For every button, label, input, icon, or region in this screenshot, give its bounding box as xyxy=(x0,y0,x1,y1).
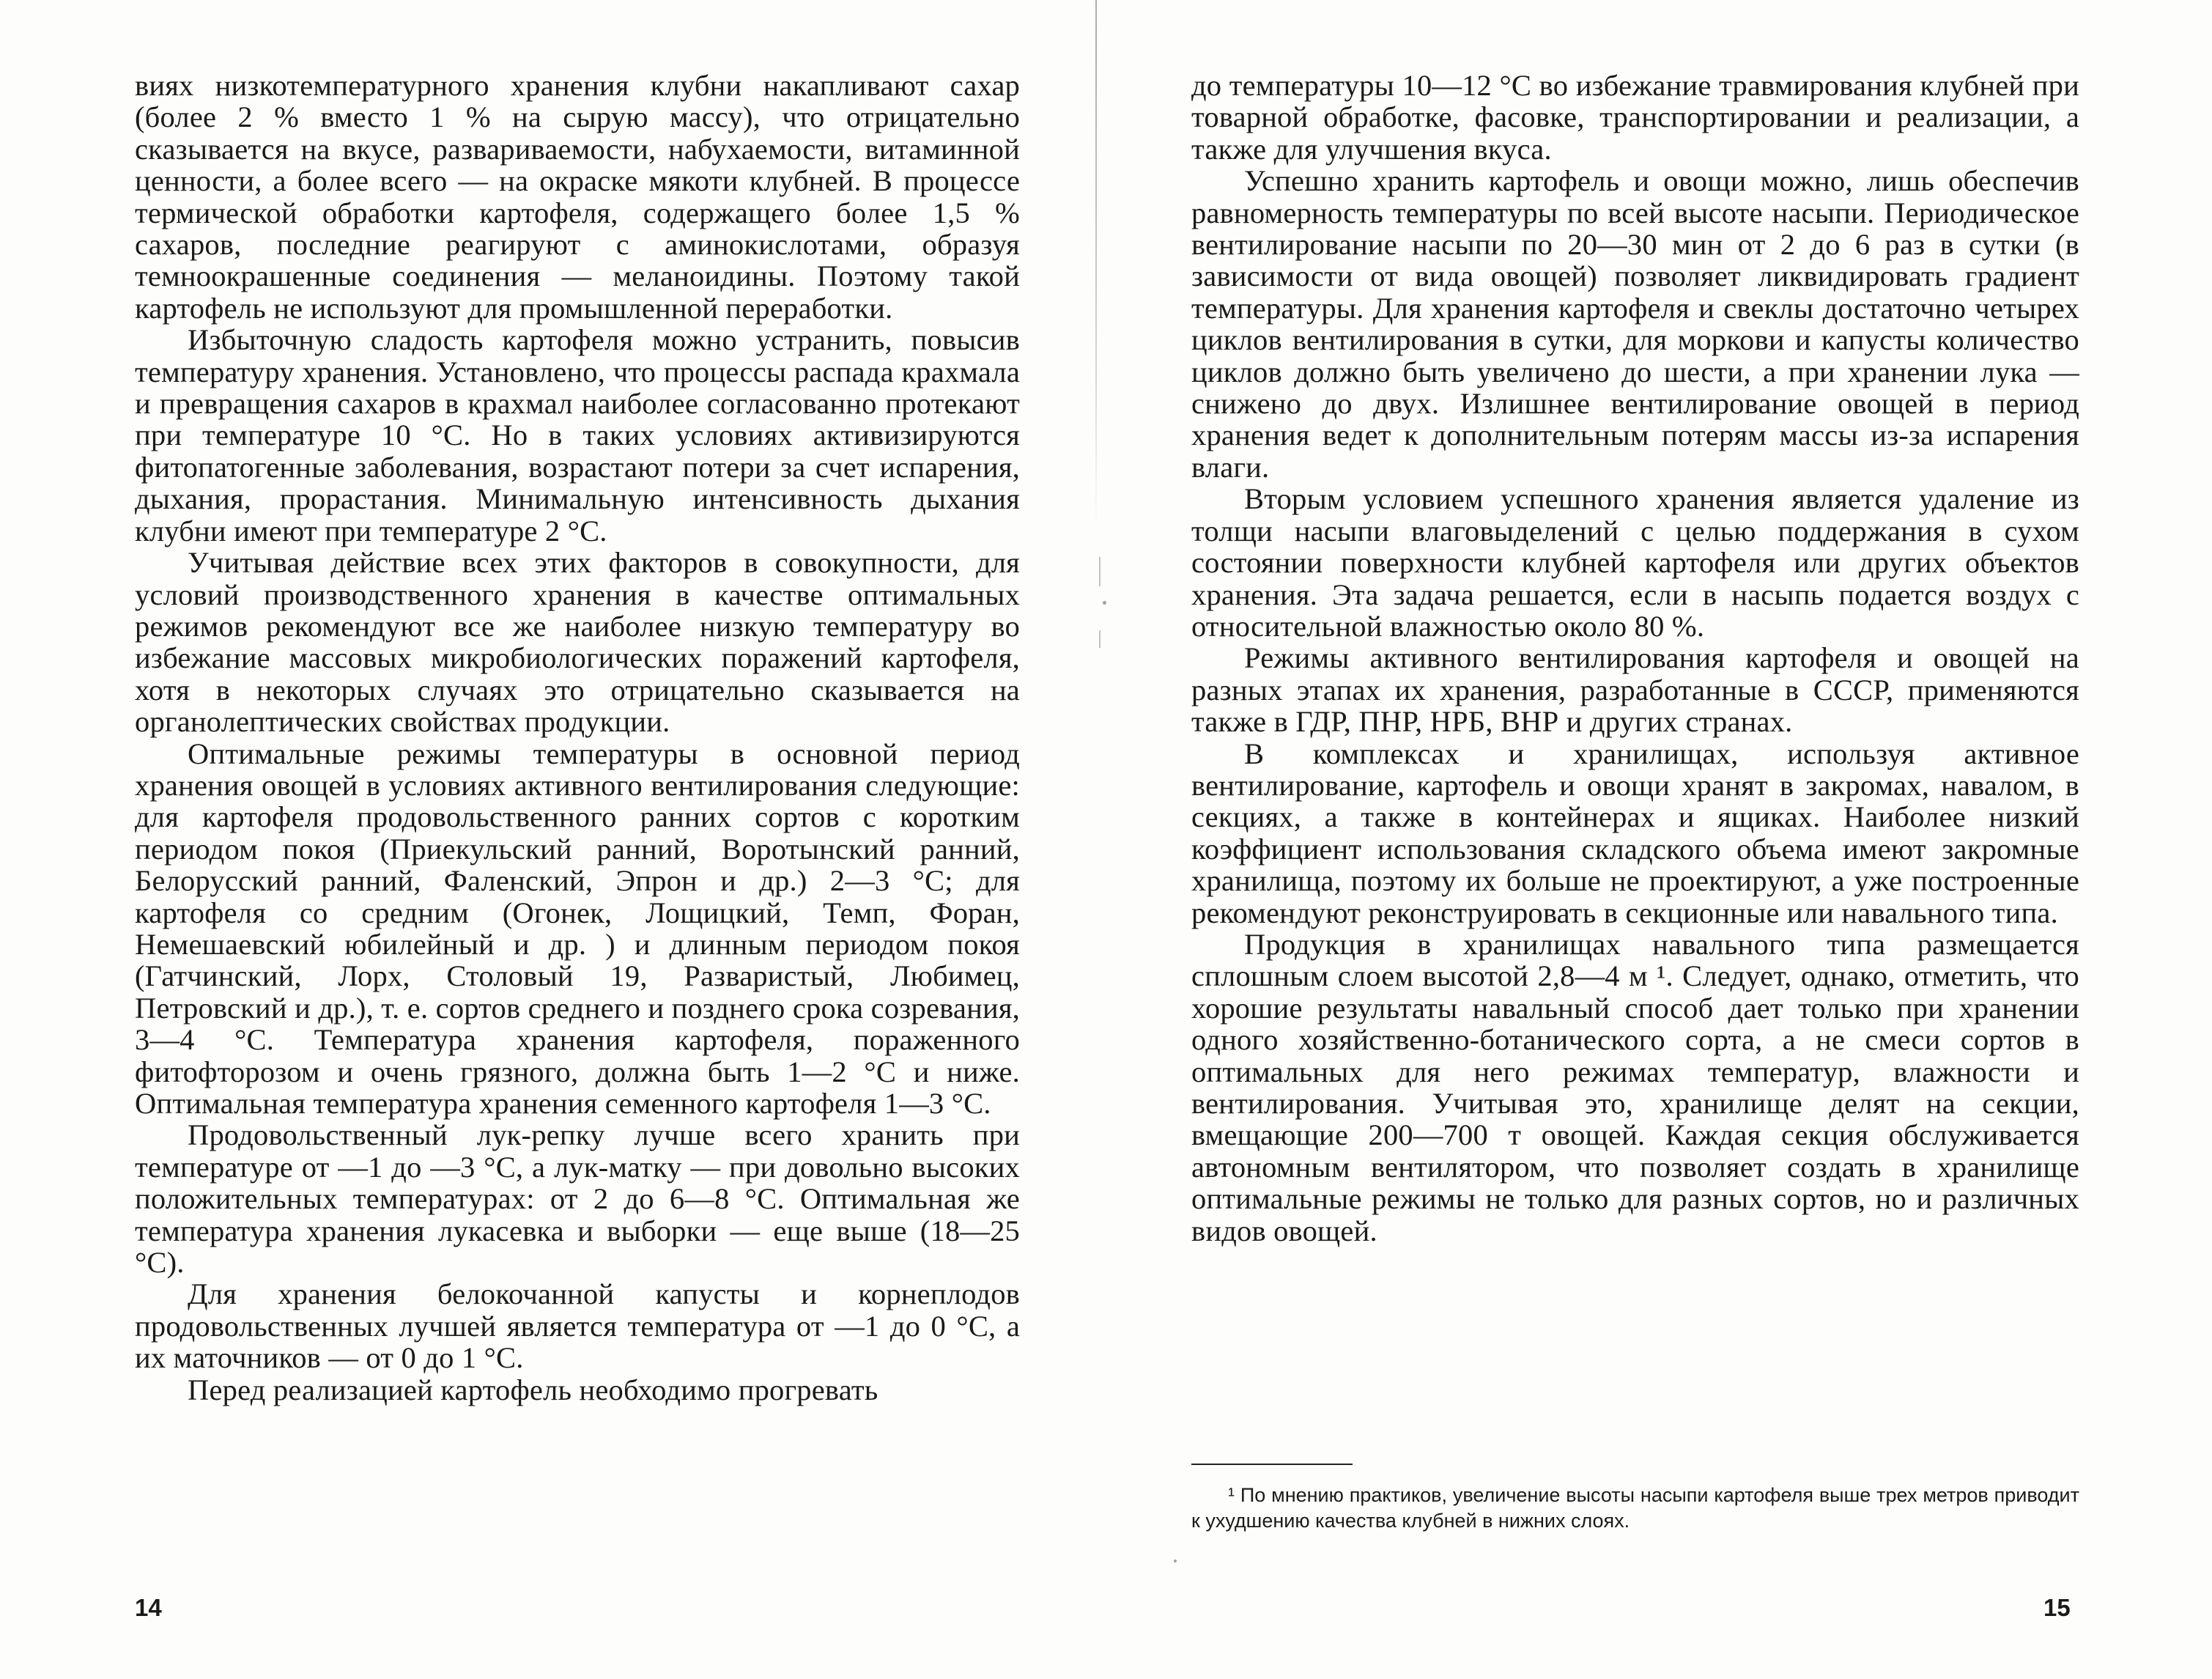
paragraph: В комплексах и хранилищах, используя активное вентилирование, картофель и овощи хранят в закромах, навалом, в секциях, а также в контейнерах и ящиках. Наиболее низкий коэффициент использования складского объема имеют закромные хранилища, поэтому их больше не проектируют, а уже построенные рекомендуют реконструировать в секционные или навального типа. xyxy=(1191,737,2079,929)
page-number-right: 15 xyxy=(2043,1594,2071,1621)
gutter-mark xyxy=(1099,630,1101,648)
footnote xyxy=(1191,1483,2079,1534)
paragraph: до температуры 10—12 °С во избежание травмирования клубней при товарной обработке, фасовке, транспортировании и реализации, а также для улучшения вкуса. xyxy=(1191,69,2079,166)
paragraph: Продукция в хранилищах навального типа размещается сплошным слоем высотой 2,8—4 м ¹. Следует, однако, отметить, что хорошие результаты навальный способ дает только при хранении одного хозяйственно-ботанического сорта, а не смеси сортов в оптимальных для него режимах температур, влажности и вентилирования. Учитывая это, хранилище делят на секции, вмещающие 200—700 т овощей. Каждая секция обслуживается автономным вентилятором, что позволяет создать в хранилище оптимальные режимы не только для разных сортов, но и различных видов овощей. xyxy=(1191,927,2079,1247)
paragraph: Учитывая действие всех этих факторов в совокупности, для условий производственного хранения в качестве оптимальных режимов рекомендуют все же наиболее низкую температуру во избежание массовых микробиологических поражений картофеля, хотя в некоторых случаях это отрицательно сказывается на органолептических свойствах продукции. xyxy=(135,546,1020,739)
paragraph: виях низкотемпературного хранения клубни накапливают сахар (более 2 % вместо 1 % на сырую массу), что отрицательно сказывается на вкусе, развариваемости, набухаемости, витаминной ценности, а более всего — на окраске мякоти клубней. В процессе термической обработки картофеля, содержащего более 1,5 % сахаров, последние реагируют с аминокислотами, образуя темноокрашенные соединения — меланоидины. Поэтому такой картофель не используют для промышленной переработки. xyxy=(135,69,1020,325)
right-page xyxy=(1106,0,2212,1679)
left-page xyxy=(0,0,1095,1679)
paragraph: Режимы активного вентилирования картофеля и овощей на разных этапах их хранения, разработанные в СССР, применяются также в ГДР, ПНР, НРБ, ВНР и других странах. xyxy=(1191,641,2079,739)
footnote-text: ¹ По мнению практиков, увеличение высоты насыпи картофеля выше трех метров приводит к ухудшению качества клубней в нижних слоях. xyxy=(1191,1484,2079,1532)
footnote-rule xyxy=(1191,1464,1353,1465)
left-page-body xyxy=(135,70,1020,1406)
print-speck xyxy=(1103,601,1106,605)
right-page-body xyxy=(1191,70,2079,1247)
paragraph: Перед реализацией картофель необходимо прогревать xyxy=(188,1373,878,1406)
print-speck xyxy=(1174,1560,1177,1562)
page-number-left: 14 xyxy=(135,1594,162,1621)
paragraph: Успешно хранить картофель и овощи можно, лишь обеспечив равномерность температуры по всей высоте насыпи. Периодическое вентилирование насыпи по 20—30 мин от 2 до 6 раз в сутки (в зависимости от вида овощей) позволяет ликвидировать градиент температуры. Для хранения картофеля и свеклы достаточно четырех циклов вентилирования в сутки, для моркови и капусты количество циклов должно быть увеличено до шести, а при хранении лука — снижено до двух. Излишнее вентилирование овощей в период хранения ведет к дополнительным потерям массы из-за испарения влаги. xyxy=(1191,164,2079,484)
paragraph: Для хранения белокочанной капусты и корнеплодов продовольственных лучшей является температура от —1 до 0 °С, а их маточников — от 0 до 1 °С. xyxy=(135,1277,1020,1375)
paragraph: Продовольственный лук-репку лучше всего хранить при температуре от —1 до —3 °С, а лук-матку — при довольно высоких положительных температурах: от 2 до 6—8 °С. Оптимальная же температура хранения лукасевка и выборки — еще выше (18—25 °С). xyxy=(135,1118,1020,1280)
paragraph: Избыточную сладость картофеля можно устранить, повысив температуру хранения. Установлено, что процессы распада крахмала и превращения сахаров в крахмал наиболее согласованно протекают при температуре 10 °С. Но в таких условиях активизируются фитопатогенные заболевания, возрастают потери за счет испарения, дыхания, прорастания. Минимальную интенсивность дыхания клубни имеют при температуре 2 °С. xyxy=(135,323,1020,547)
paragraph: Вторым условием успешного хранения является удаление из толщи насыпи влаговыделений с целью поддержания в сухом состоянии поверхности клубней картофеля или других объектов хранения. Эта задача решается, если в насыпь подается воздух с относительной влажностью около 80 %. xyxy=(1191,482,2079,643)
book-gutter xyxy=(1095,0,1097,528)
gutter-mark xyxy=(1099,557,1101,586)
paragraph: Оптимальные режимы температуры в основной период хранения овощей в условиях активного вентилирования следующие: для картофеля продовольственного ранних сортов с коротким периодом покоя (Приекульский ранний, Воротынский ранний, Белорусский ранний, Фаленский, Эпрон и др.) 2—3 °С; для картофеля со средним (Огонек, Лощицкий, Темп, Форан, Немешаевский юбилейный и др. ) и длинным периодом покоя (Гатчинский, Лорх, Столовый 19, Разваристый, Любимец, Петровский и др.), т. е. сортов среднего и позднего срока созревания, 3—4 °С. Температура хранения картофеля, пораженного фитофторозом и очень грязного, должна быть 1—2 °С и ниже. Оптимальная температура хранения семенного картофеля 1—3 °С. xyxy=(135,737,1020,1120)
